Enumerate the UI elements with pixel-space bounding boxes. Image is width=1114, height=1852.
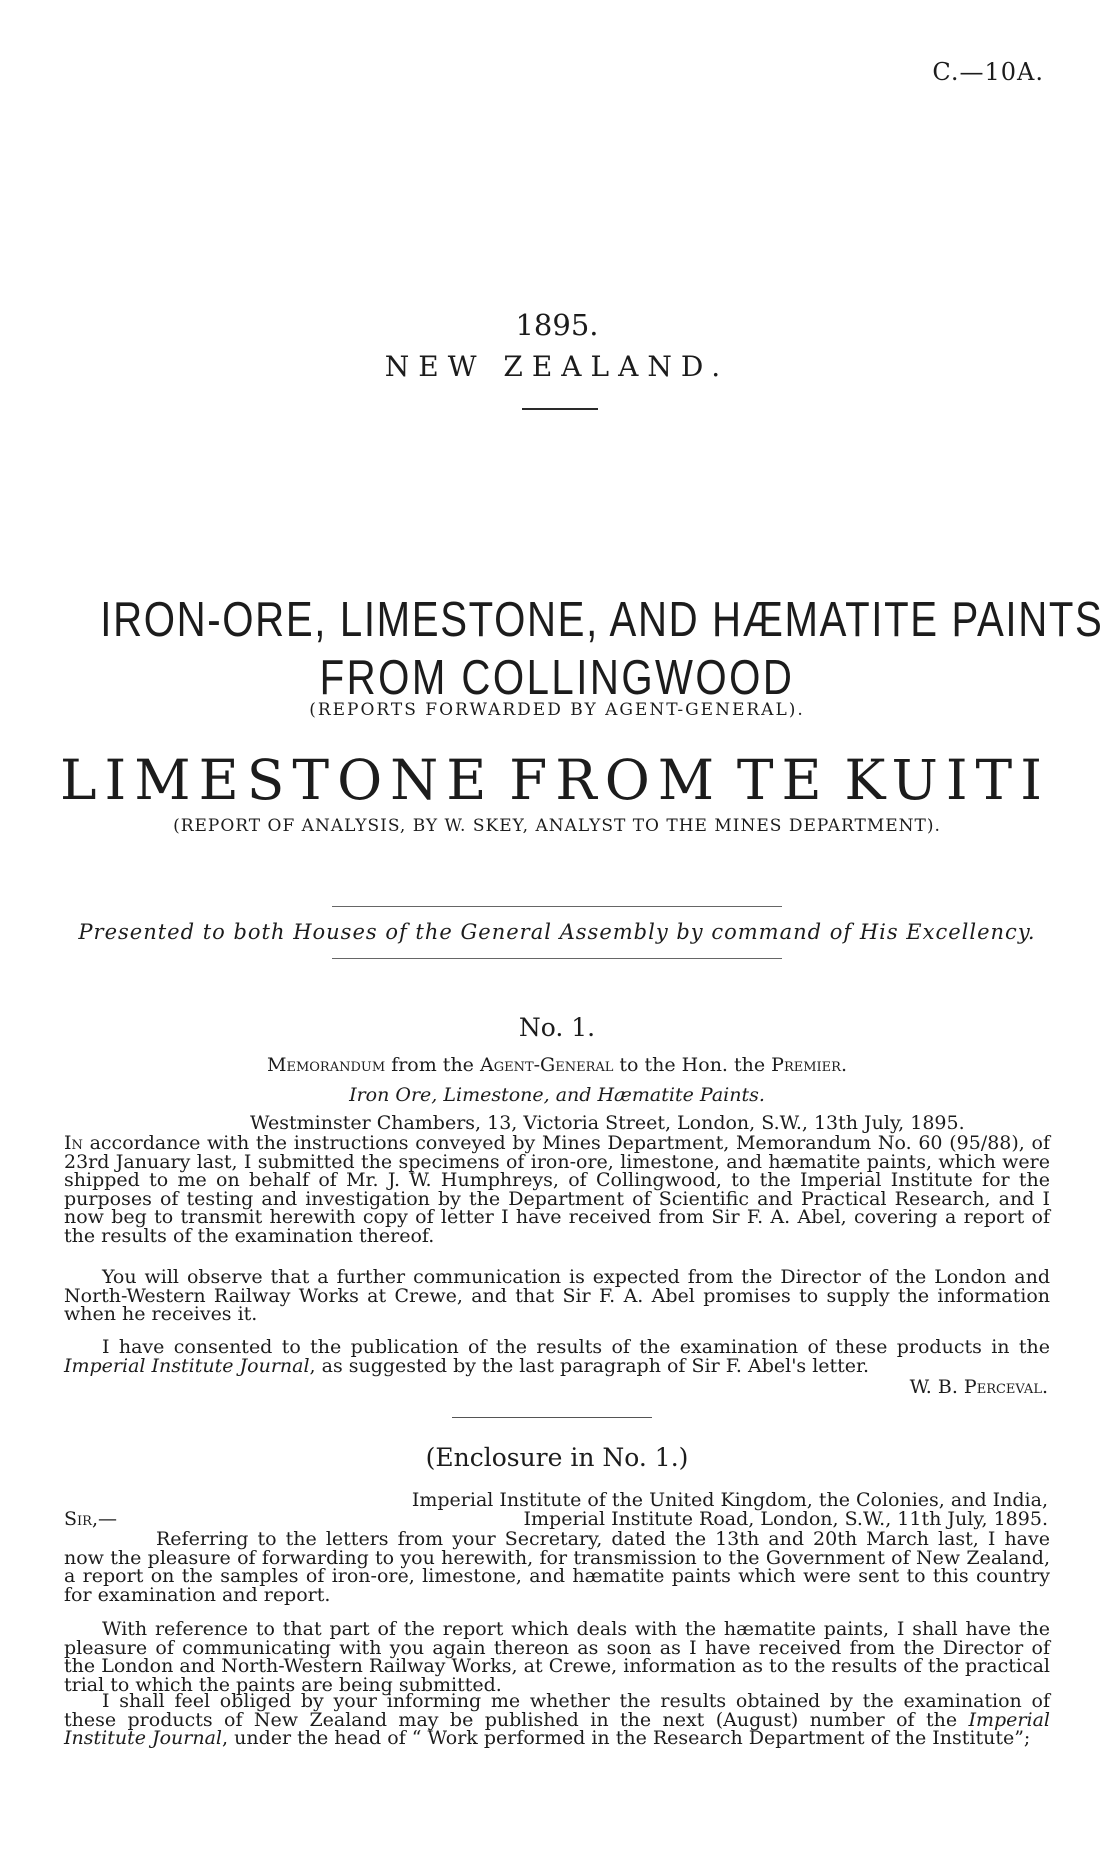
presented-rule-bottom (332, 958, 782, 959)
second-subtitle: (REPORT OF ANALYSIS, BY W. SKEY, ANALYST TO THE MINES DEPARTMENT). (173, 816, 941, 836)
main-subtitle: (REPORTS FORWARDED BY AGENT-GENERAL). (309, 700, 805, 720)
institute-line1: Imperial Institute of the United Kingdom, the Colonies, and India, (411, 1489, 1048, 1511)
institute-line2: Imperial Institute Road, London, S.W., 11th July, 1895. (523, 1508, 1048, 1530)
memo-sender: Agent-General (479, 1054, 614, 1076)
memo-paragraph (64, 1338, 1050, 1375)
paragraph-text: I have consented to the publication of the results of the examination of these products in the (102, 1336, 1050, 1358)
second-title-word: FROM (509, 748, 723, 812)
document-reference: C.—10A. (932, 58, 1044, 86)
memo-paragraph: You will observe that a further communication is expected from the Director of the London and North-Western Railway Works at Crewe, and that Sir F. A. Abel promises to supply the information when he receives it. (64, 1266, 1050, 1325)
second-title-word: TE (736, 748, 830, 812)
memo-word: Memorandum (267, 1054, 386, 1076)
main-title-line2: FROM COLLINGWOOD (319, 651, 795, 705)
memo-from: from the (385, 1054, 480, 1076)
salutation: Sir,— (64, 1508, 117, 1530)
signature: W. B. Perceval. (909, 1376, 1048, 1398)
journal-name: Imperial Institute Journal (64, 1708, 1050, 1749)
enclosure-paragraph: With reference to that part of the report which deals with the hæmatite paints, I shall have the pleasure of communicating with you again thereon as soon as I have received from the Director of the London and North-Western Railway Works, at Crewe, information as to the results of the practical trial to which the paints are being submitted. (64, 1618, 1050, 1696)
second-title-word: LIMESTONE (60, 748, 495, 812)
memo-subject: Iron Ore, Limestone, and Hæmatite Paints. (349, 1084, 765, 1106)
main-title-line1: IRON-ORE, LIMESTONE, AND HÆMATITE PAINTS (100, 593, 1104, 647)
presented-line: Presented to both Houses of the General Assembly by command of His Excellency. (78, 920, 1036, 944)
enclosure-heading: (Enclosure in No. 1.) (425, 1443, 689, 1472)
memo-paragraph (64, 1134, 1050, 1245)
memo-to: to the Hon. the (613, 1054, 772, 1076)
paragraph-text: , under the head of “ Work performed in the Research Department of the Institute”; (222, 1727, 1031, 1749)
paragraph-text: accordance with the instructions conveyed by Mines Department, Memorandum No. 60 (95/88), of 23rd January last, I submitted the specimens of iron-ore, limestone, and hæmatite paints, which were shipped to me on behalf of Mr. J. W. Humphreys, of Collingwood, to the Imperial Institute for the purposes of testing and investigation by the Department of Scientific and Practical Research, and I now beg to transmit herewith copy of letter I have received from Sir F. A. Abel, covering a report of the results of the examination thereof. (64, 1132, 1050, 1247)
section-divider (452, 1417, 652, 1418)
enclosure-paragraph (64, 1692, 1050, 1748)
presented-rule-top (332, 906, 782, 907)
paragraph-lead: In (64, 1132, 83, 1154)
memo-recipient: Premier. (771, 1054, 847, 1076)
memo-address: Westminster Chambers, 13, Victoria Street, London, S.W., 13th July, 1895. (250, 1112, 965, 1134)
country-heading: NEW ZEALAND. (384, 350, 730, 383)
document-number: No. 1. (518, 1013, 596, 1042)
memorandum-line (0, 1054, 1114, 1076)
paragraph-text: , as suggested by the last paragraph of Sir F. Abel's letter. (309, 1354, 870, 1377)
paragraph-text: I shall feel obliged by your informing me whether the results obtained by the examination of these products of New Zealand may be published in the next (August) number of the (64, 1690, 1050, 1731)
heading-divider (522, 408, 598, 410)
journal-name: Imperial Institute Journal (64, 1354, 310, 1377)
second-title-word: KUITI (844, 748, 1050, 812)
second-title (60, 748, 1050, 812)
year-heading: 1895. (515, 308, 599, 342)
enclosure-paragraph: Referring to the letters from your Secretary, dated the 13th and 20th March last, I have now the pleasure of forwarding to you herewith, for transmission to the Government of New Zealand, a report on the samples of iron-ore, limestone, and hæmatite paints which were sent to this country for examination and report. (64, 1528, 1050, 1606)
